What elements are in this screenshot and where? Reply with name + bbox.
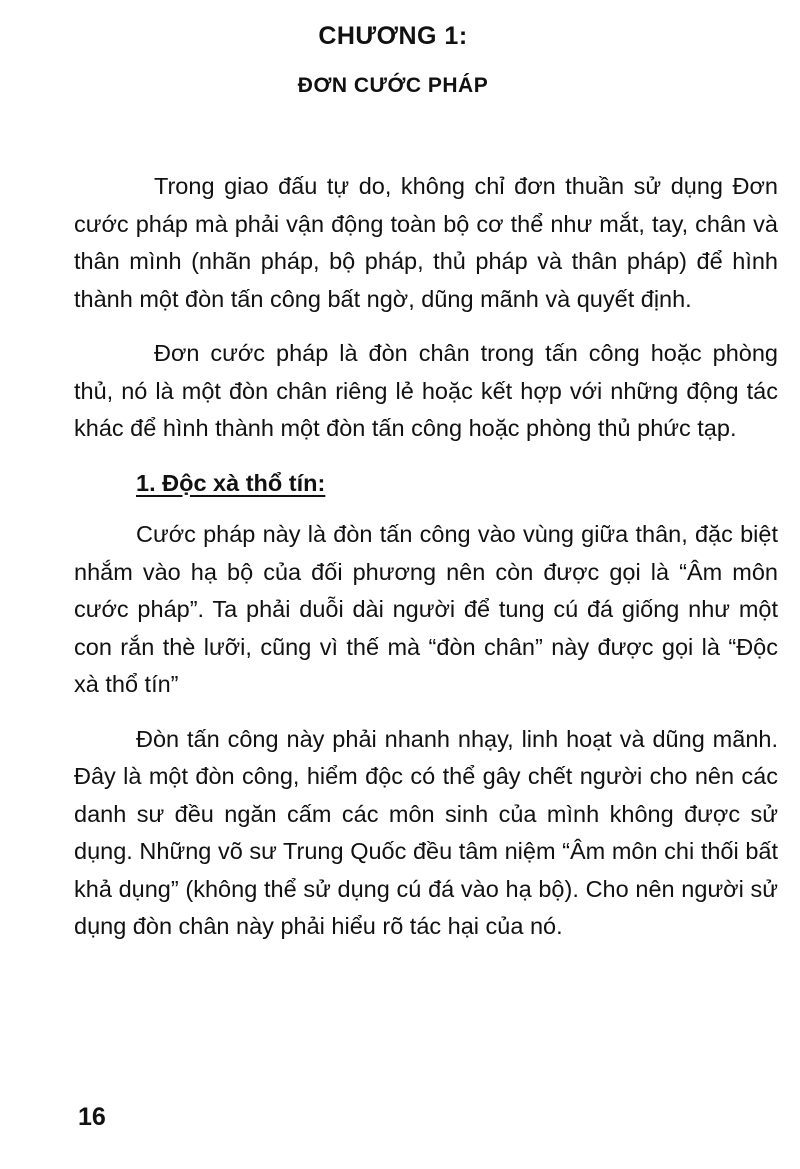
page-number: 16 [78,1103,106,1131]
chapter-label: CHƯƠNG 1: [318,22,468,50]
paragraph-definition: Đơn cước pháp là đòn chân trong tấn công hoặc phòng thủ, nó là một đòn chân riêng lẻ hoặc kết hợp với những động tác khác để hình thành một đòn tấn công hoặc phòng thủ phức tạp. [74,340,778,441]
paragraph-intro: Trong giao đấu tự do, không chỉ đơn thuần sử dụng Đơn cước pháp mà phải vận động toàn bộ cơ thể như mắt, tay, chân và thân mình (nhãn pháp, bộ pháp, thủ pháp và thân pháp) để hình thành một đòn tấn công bất ngờ, dũng mãnh và quyết định. [74,173,778,312]
section-paragraph-2: Đòn tấn công này phải nhanh nhạy, linh hoạt và dũng mãnh. Đây là một đòn công, hiểm độc có thể gây chết người cho nên các danh sư đều ngăn cấm các môn sinh của mình không được sử dụng. Những võ sư Trung Quốc đều tâm niệm “Âm môn chi thối bất khả dụng” (không thể sử dụng cú đá vào hạ bộ). Cho nên người sử dụng đòn chân này phải hiểu rõ tác hại của nó. [74,725,778,939]
section-heading: 1. Độc xà thổ tín: [136,469,326,496]
body-text [74,168,778,963]
section-paragraph-1: Cước pháp này là đòn tấn công vào vùng giữa thân, đặc biệt nhắm vào hạ bộ của đối phương nên còn được gọi là “Âm môn cước pháp”. Ta phải duỗi dài người để tung cú đá giống như một con rắn thè lưỡi, cũng vì thế mà “đòn chân” này được gọi là “Độc xà thổ tín” [74,521,778,697]
chapter-title: ĐƠN CƯỚC PHÁP [297,74,489,97]
